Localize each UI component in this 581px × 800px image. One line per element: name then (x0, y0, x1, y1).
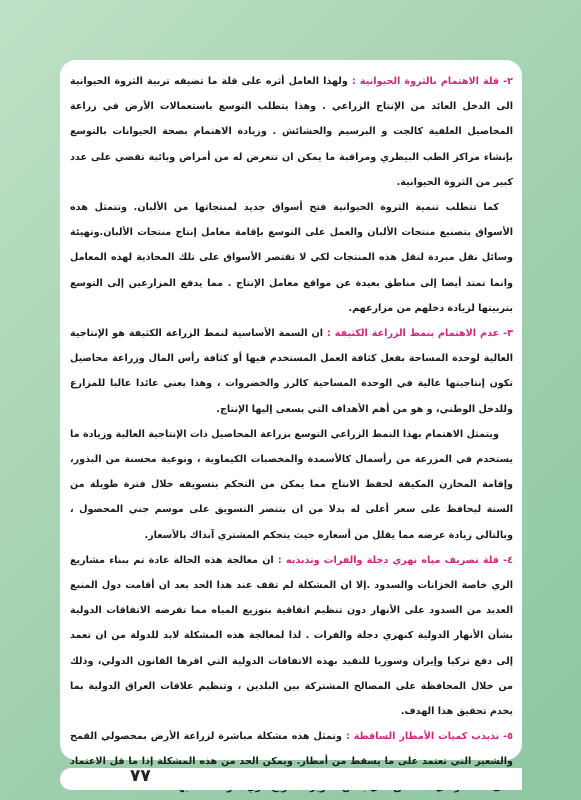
heading-rainfall: ٥- تذبذب كميات الأمطار الساقطة : (345, 731, 513, 743)
paragraph-high-yield-crops (70, 422, 513, 548)
body-livestock: ولهذا العامل أثره على قلة ما تضيفه تربية الثروة الحيوانية الى الدخل العائد من الإنتاج الزراعي . وهذا يتطلب التوسع باستعمالات الأرض في زراعة المحاصيل العلفية كالجت و البرسيم والحشائش . وزيادة الاهتمام بصحة الحيوانات بالتوسع بإنشاء مراكز الطب البيطري ومراقبة ما يمكن ان تتعرض له من أمراض وبائية تقضي على عدد كبير من الثروة الحيوانية. (70, 76, 513, 188)
paragraph-dairy-markets (70, 195, 513, 321)
paragraph-livestock (70, 69, 513, 195)
body-dairy-markets: كما تتطلب تنمية الثروة الحيوانية فتح أسواق جديد لمنتجاتها من الألبان. وتتمثل هذه الأسواق بتصنيع منتجات الألبان والعمل على التوسع بإقامة معامل إنتاج منتجات الألبان.وتهيئة وسائل نقل مبردة لنقل هذه المنتجات لكي لا تقتصر الأسواق على تلك المحاذية لهذه المعامل وانما تمتد أيضا إلى مناطق بعيدة عن مواقع معامل الإنتاج . مما يدفع المزارعين إلى التوسع بتربيتها لزيادة دخلهم من مزارعهم. (70, 202, 513, 314)
page-footer (60, 768, 522, 790)
paragraph-river-flow (70, 548, 513, 724)
heading-river-flow: ٤- قلة تصريف مياه نهري دجلة والفرات وتذبذبه : (277, 554, 513, 566)
body-intensive-farming: ان السمة الأساسية لنمط الزراعة الكثيفة هو الإنتاجية العالية لوحدة المساحة بفعل كثافة العمل المستخدم فيها أو كثافة رأس المال وزراعة محاصيل تكون إنتاجيتها عالية في الوحدة المساحية كالرز والخضروات ، وهذا يعني عائدا عاليا للمزارع وللدخل الوطني، و هو من أهم الأهداف التي يسعى إليها الإنتاج. (70, 328, 513, 415)
heading-livestock: ٢- قلة الاهتمام بالثروة الحيوانية : (351, 76, 514, 87)
paragraph-intensive-farming (70, 321, 513, 422)
body-river-flow: ان معالجة هذه الحالة عادة تم ببناء مشاريع الري خاصة الخزانات والسدود .إلا ان المشكلة لم تقف عند هذا الحد بعد ان أقامت دول المنبع العديد من السدود على الأنهار دون تنظيم اتفاقية بتوزيع المياه مما تفرضه الاتفاقات الدولية بشأن الأنهار الدولية كنهري دجلة والفرات . لذا لمعالجة هذه المشكلة لابد للدولة من ان تعمد إلى دفع تركيا وإيران وسوريا للتقيد بهذه الاتفاقات الدولية التي اقرها القانون الدولي، وذلك من خلال المحافظة على المصالح المشتركة بين البلدين ، وتنظيم علاقات العراق الدولية بما يخدم تحقيق هذا الهدف. (70, 554, 513, 718)
body-high-yield-crops: ويتمثل الاهتمام بهذا النمط الزراعي التوسع بزراعة المحاصيل ذات الإنتاجية العالية وزيادة ما يستخدم في المزرعة من رأسمال كالأسمدة والمخصبات الكيماوية ، ونوعية محسنة من البذور، وإقامة المخازن المكيفة لحفظ الانتاج مما يمكن من التحكم بتسويقه خلال فترة طويلة من السنة ليحافظ على سعر أعلى له بدلا من ان يتتصر التسويق على موسم جني المحصول ، وبالتالي زيادة عرضه مما يقلل من أسعاره حيث يتحكم المشتري آنذاك بالأسعار. (70, 428, 513, 541)
page-number: ٧٧ (130, 766, 151, 786)
heading-intensive-farming: ٣- عدم الاهتمام بنمط الزراعة الكثيفة : (326, 328, 513, 340)
body-rainfall: وتمثل هذه مشكلة مباشرة لزراعة الأرض بمحصولي القمح والشعير التي تعتمد على ما يسقط من أمطار. ويمكن الحد من هذه المشكلة إذا ما قل الاعتماد (70, 731, 513, 768)
text-panel (60, 60, 522, 768)
